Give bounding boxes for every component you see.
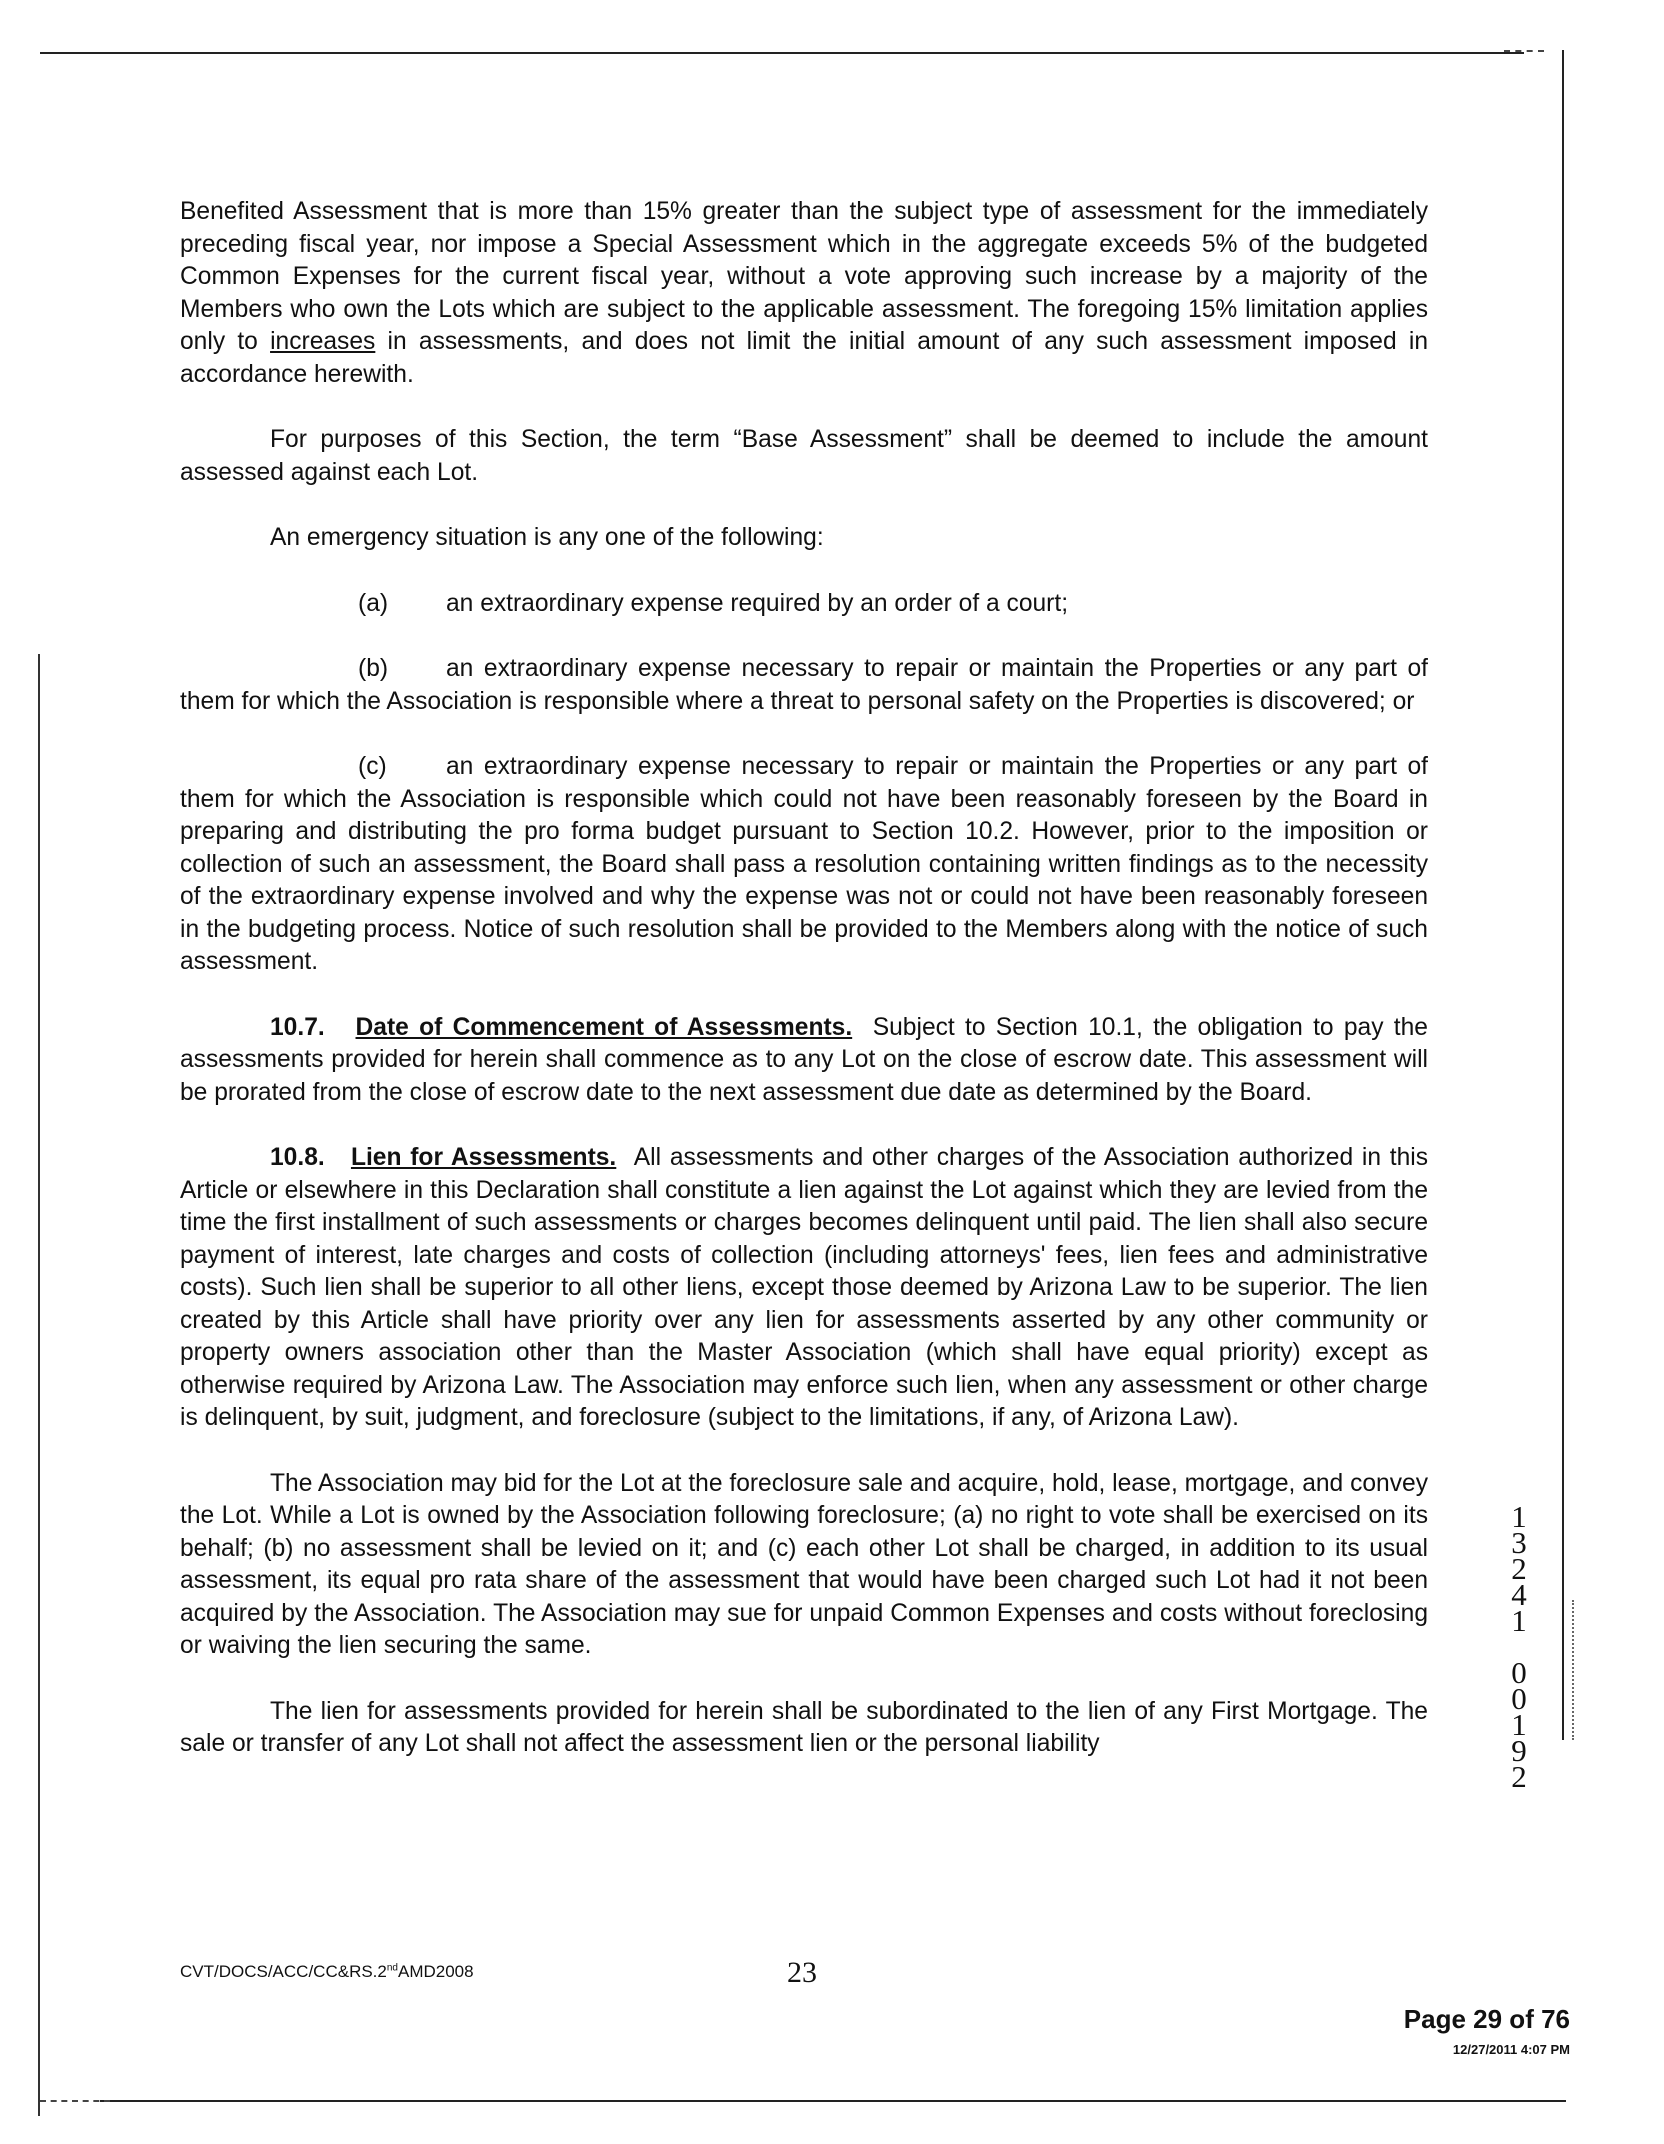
list-item-label: (a) <box>358 589 389 617</box>
section-title: Date of Commencement of Assessments. <box>355 1013 853 1041</box>
scan-border-bottom-dash <box>40 2100 110 2102</box>
paragraph-base-assessment: For purposes of this Section, the term “Base Assessment” shall be deemed to include the amount assessed against each Lot. <box>180 426 1428 486</box>
paragraph-emergency-intro: An emergency situation is any one of the following: <box>270 524 824 551</box>
stamp-digit: 0 <box>1511 1655 1527 1690</box>
list-item-c <box>180 751 1428 979</box>
stamp-digit: 1 <box>1511 1499 1527 1534</box>
footer-ref-superscript: nd <box>386 1962 398 1974</box>
section-number: 10.8. <box>270 1144 325 1171</box>
paragraph-text: Benefited Assessment that is more than 15% greater than the subject type of assessment for the immediately preceding fiscal year, nor impose a Special Assessment which in the aggregate exceeds 5% of the budgeted Common Expenses for the current fiscal year, without a vote approving such increase by a majority of the Members who own the Lots which are subject to the applicable assessment. The foregoing 15% limitation applies only to <box>180 198 1428 355</box>
scan-border-top <box>40 52 1524 54</box>
paragraph-text: in assessments, and does not limit the initial amount of any such assessment imposed in accordance herewith. <box>180 328 1428 388</box>
recording-number-stamp <box>1504 1499 1534 1794</box>
list-item-text: an extraordinary expense required by an order of a court; <box>446 589 1069 617</box>
stamp-digit: 3 <box>1511 1525 1527 1560</box>
paragraph-lien-subordination: The lien for assessments provided for herein shall be subordinated to the lien of any First Mortgage. The sale or transfer of any Lot shall not affect the assessment lien or the personal liability <box>180 1697 1428 1757</box>
list-item-a <box>180 588 1428 621</box>
document-body <box>180 196 1428 1794</box>
stamp-digit: 9 <box>1511 1733 1527 1768</box>
print-timestamp: 12/27/2011 4:07 PM <box>1452 2042 1570 2057</box>
paragraph-benefited-assessment <box>180 196 1428 391</box>
footer-document-reference <box>180 1962 474 1982</box>
paragraph-foreclosure: The Association may bid for the Lot at the foreclosure sale and acquire, hold, lease, mortgage, and convey the Lot. While a Lot is owned by the Association following foreclosure; (a) no right to vote shall be exercised on its behalf; (b) no assessment shall be levied on it; and (c) each other Lot shall be charged, in addition to its usual assessment, its equal pro rata share of the assessment that would have been charged such Lot had it not been acquired by the Association. The Association may sue for unpaid Common Expenses and costs without foreclosing or waiving the lien securing the same. <box>180 1469 1428 1659</box>
section-number: 10.7. <box>270 1013 325 1041</box>
section-10-7 <box>180 1012 1428 1110</box>
footer-ref-text: AMD2008 <box>398 1962 474 1981</box>
list-item-label: (b) <box>358 655 389 682</box>
section-text: All assessments and other charges of the Association authorized in this Article or elsewhere in this Declaration shall constitute a lien against the Lot against which they are levied from the time the first installment of such assessments or charges becomes delinquent until paid. The lien shall also secure payment of interest, late charges and costs of collection (including attorneys' fees, lien fees and administrative costs). Such lien shall be superior to all other liens, except those deemed by Arizona Law to be superior. The lien created by this Article shall have priority over any lien for assessments asserted by any other community or property owners association other than the Master Association (which shall have equal priority) except as otherwise required by Arizona Law. The Association may enforce such lien, when any assessment or other charge is delinquent, by suit, judgment, and foreclosure (subject to the limitations, if any, of Arizona Law). <box>180 1144 1429 1431</box>
margin-dots <box>1572 1600 1578 1740</box>
stamp-digit: 0 <box>1511 1681 1527 1716</box>
section-text: Subject to Section 10.1, the obligation to pay the assessments provided for herein shall commence as to any Lot on the close of escrow date. This assessment will be prorated from the close of escrow date to the next assessment due date as determined by the Board. <box>180 1013 1428 1106</box>
scan-border-bottom <box>100 2100 1566 2102</box>
page-of-total: Page 29 of 76 <box>1403 2004 1570 2034</box>
scan-border-top-dash <box>1504 50 1544 52</box>
footer-ref-text: CVT/DOCS/ACC/CC&RS.2 <box>180 1962 387 1981</box>
scan-border-left <box>38 654 40 2116</box>
page-number: 23 <box>787 1956 817 1989</box>
stamp-digit: 1 <box>1511 1707 1527 1742</box>
list-item-label: (c) <box>358 753 387 780</box>
underlined-term: increases <box>270 328 376 355</box>
list-item-text: an extraordinary expense necessary to repair or maintain the Properties or any part of them for which the Association is responsible which could not have been reasonably foreseen by the Board in preparing and distributing the pro forma budget pursuant to Section 10.2. However, prior to the imposition or collection of such an assessment, the Board shall pass a resolution containing written findings as to the necessity of the extraordinary expense involved and why the expense was not or could not have been reasonably foreseen in the budgeting process. Notice of such resolution shall be provided to the Members along with the notice of such assessment. <box>180 753 1428 975</box>
section-10-8 <box>180 1142 1428 1435</box>
stamp-digit: 2 <box>1511 1759 1527 1794</box>
section-title: Lien for Assessments. <box>350 1144 617 1171</box>
stamp-digit: 1 <box>1511 1603 1527 1638</box>
scan-border-right <box>1562 50 1564 1740</box>
list-item-text: an extraordinary expense necessary to repair or maintain the Properties or any part of them for which the Association is responsible where a threat to personal safety on the Properties is discovered; or <box>180 655 1428 715</box>
list-item-b <box>180 653 1428 718</box>
stamp-digit: 4 <box>1511 1577 1527 1612</box>
stamp-digit: 2 <box>1511 1551 1527 1586</box>
